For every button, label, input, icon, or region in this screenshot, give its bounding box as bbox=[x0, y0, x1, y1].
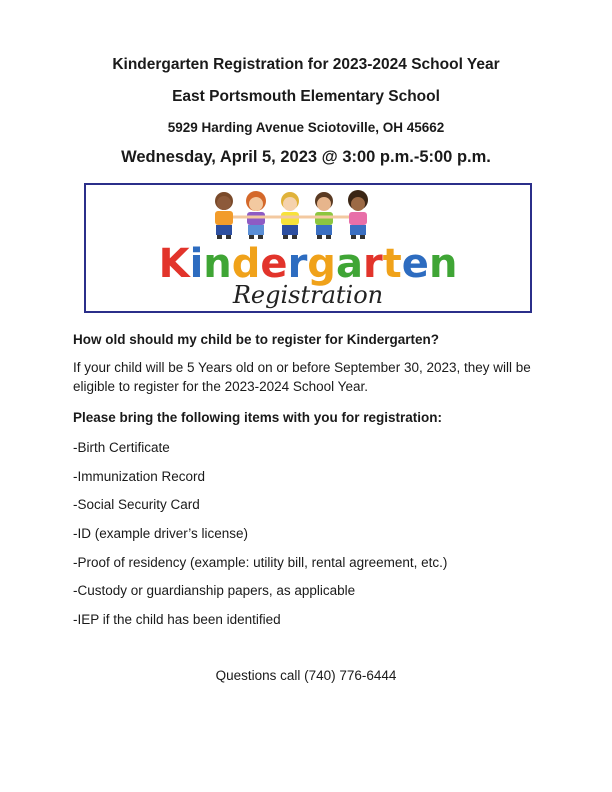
list-item: -Custody or guardianship papers, as applicable bbox=[73, 583, 356, 598]
banner-letter: K bbox=[158, 241, 190, 287]
banner-letter: a bbox=[335, 241, 363, 287]
banner-letter: g bbox=[307, 241, 336, 287]
list-item: -ID (example driver’s license) bbox=[73, 526, 249, 541]
school-address: 5929 Harding Avenue Sciotoville, OH 45662 bbox=[167, 120, 445, 135]
banner-subtitle: Registration bbox=[232, 281, 384, 309]
list-item: -Proof of residency (example: utility bill, rental agreement, etc.) bbox=[73, 555, 448, 570]
banner-letter: e bbox=[260, 241, 288, 287]
kindergarten-banner bbox=[84, 183, 532, 313]
banner-artwork bbox=[86, 185, 530, 311]
list-item: -IEP if the child has been identified bbox=[73, 612, 281, 627]
banner-letter: d bbox=[231, 241, 261, 287]
contact-phone: Questions call (740) 776-6444 bbox=[215, 668, 397, 683]
banner-letter: t bbox=[382, 241, 402, 287]
required-items-heading: Please bring the following items with you for registration: bbox=[73, 410, 443, 425]
banner-letter: n bbox=[428, 241, 458, 287]
school-name: East Portsmouth Elementary School bbox=[172, 88, 440, 105]
age-question-heading: How old should my child be to register for Kindergarten? bbox=[73, 332, 440, 347]
list-item: -Social Security Card bbox=[73, 497, 200, 512]
list-item: -Immunization Record bbox=[73, 469, 206, 484]
list-item: -Birth Certificate bbox=[73, 440, 170, 455]
banner-letter: r bbox=[287, 241, 308, 287]
children-illustration-icon bbox=[215, 190, 368, 239]
banner-letter: i bbox=[189, 241, 204, 287]
event-date-time: Wednesday, April 5, 2023 @ 3:00 p.m.-5:00 p.m. bbox=[121, 148, 491, 166]
banner-letter: e bbox=[401, 241, 429, 287]
banner-letter: n bbox=[203, 241, 232, 287]
banner-letter: r bbox=[362, 241, 383, 287]
flyer-title: Kindergarten Registration for 2023-2024 School Year bbox=[112, 56, 500, 73]
eligibility-paragraph: If your child will be 5 Years old on or before September 30, 2023, they will be eligible to register for the 2023-2024 School Year. bbox=[73, 360, 531, 394]
